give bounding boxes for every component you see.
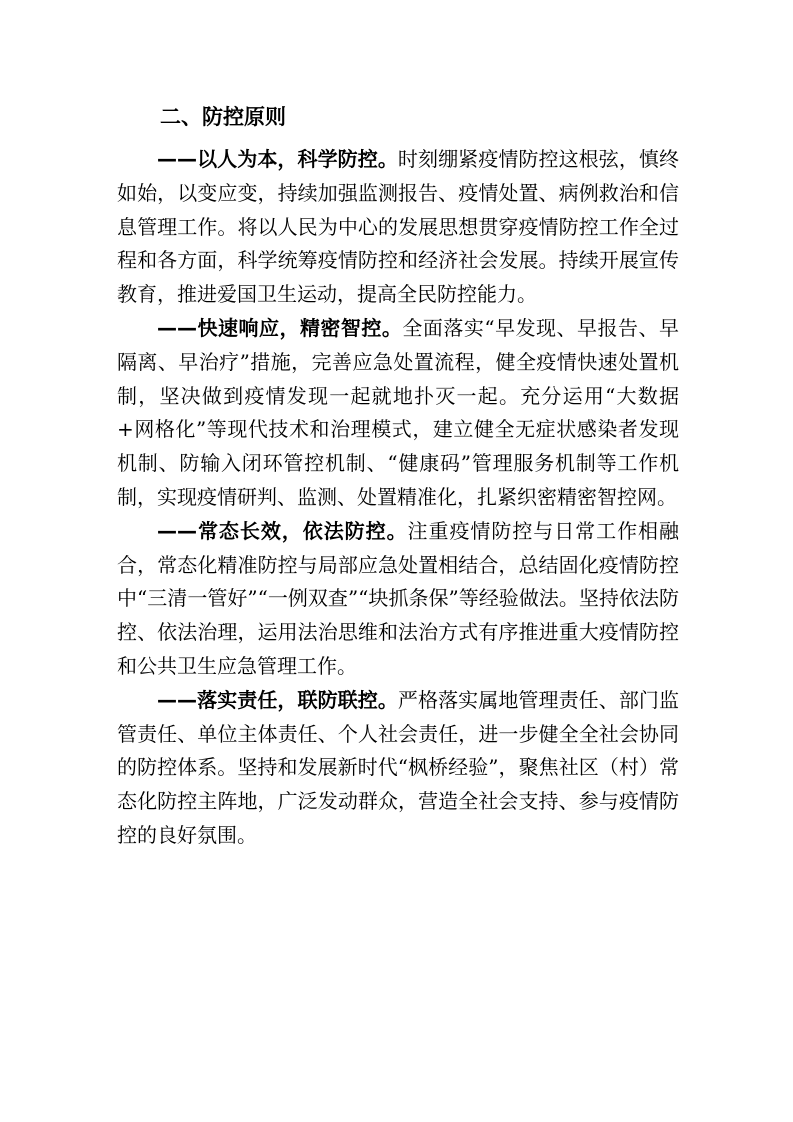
section-heading: 二、防控原则 [160, 105, 286, 129]
paragraph-people-oriented [117, 143, 679, 312]
paragraph-lead: ——以人为本，科学防控。 [157, 147, 398, 171]
paragraph-text: 严格落实属地管理责任、部门监管责任、单位主体责任、个人社会责任，进一步健全全社会协同的防控体系。坚持和发展新时代“枫桥经验”，聚焦社区（村）常态化防控主阵地，广泛发动群众，营造全社会支持、参与疫情防控的良好氛围。 [117, 687, 680, 847]
paragraph-text: 时刻绷紧疫情防控这根弦，慎终如始，以变应变，持续加强监测报告、疫情处置、病例救治和信息管理工作。将以人民为中心的发展思想贯穿疫情防控工作全过程和各方面，科学统筹疫情防控和经济社会发展。持续开展宣传教育，推进爱国卫生运动，提高全民防控能力。 [117, 147, 680, 307]
paragraph-lead: ——常态长效，依法防控。 [157, 518, 408, 543]
paragraph-text: 全面落实“早发现、早报告、早隔离、早治疗”措施，完善应急处置流程，健全疫情快速处置机制，坚决做到疫情发现一起就地扑灭一起。充分运用“大数据+网格化”等现代技术和治理模式，建立健全无症状感染者发现机制、防输入闭环管控机制、“健康码”管理服务机制等工作机制，实现疫情研判、监测、处置精准化，扎紧织密精密智控网。 [117, 315, 680, 509]
paragraph-rapid-response [117, 312, 679, 515]
paragraph-responsibility [117, 684, 679, 853]
paragraph-text: 注重疫情防控与日常工作相融合，常态化精准防控与局部应急处置相结合，总结固化疫情防控中“三清一管好”“一例双查”“块抓条保”等经验做法。坚持依法防控、依法治理，运用法治思维和法治方式有序推进重大疫情防控和公共卫生应急管理工作。 [117, 518, 680, 678]
paragraph-lead: ——快速响应，精密智控。 [157, 315, 403, 340]
paragraph-normalized-control [117, 515, 679, 684]
paragraph-lead: ——落实责任，联防联控。 [157, 687, 398, 712]
document-body [117, 143, 679, 853]
